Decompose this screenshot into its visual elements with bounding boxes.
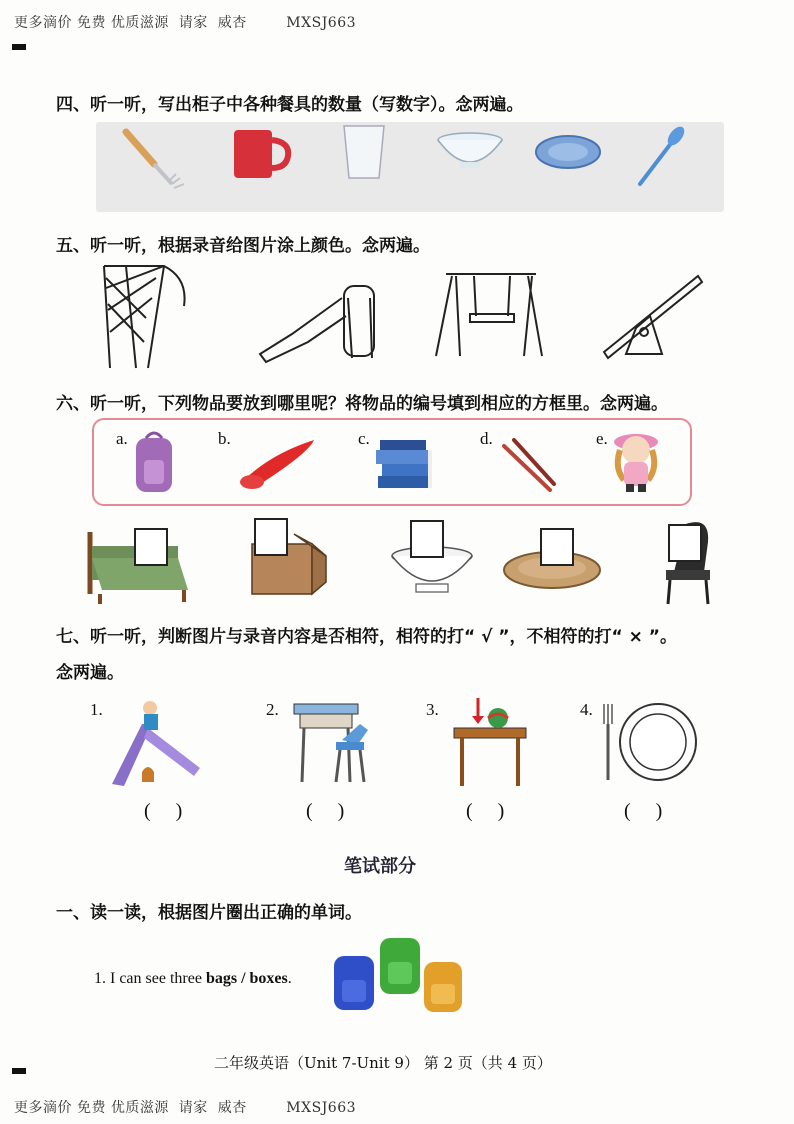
plate-icon [536, 136, 600, 168]
spoon-icon [640, 124, 688, 184]
slide-boy-cat-icon [112, 701, 200, 786]
option-e-label: e. [596, 429, 608, 448]
sentence-suffix: . [287, 970, 292, 987]
answer-box-plate[interactable] [540, 528, 574, 566]
answer-paren-2[interactable]: ( ) [306, 800, 345, 822]
option-a-label: a. [116, 429, 128, 448]
bowl-icon [438, 133, 502, 168]
page-footer: 二年级英语（Unit 7-Unit 9） 第 2 页（共 4 页） [214, 1054, 552, 1072]
section6-options-frame [92, 418, 692, 506]
seesaw-icon [604, 276, 702, 358]
backpack-icon [136, 433, 172, 492]
section7-subtitle: 念两遍。 [56, 663, 124, 683]
watermark-header: 更多滴价 免费 优质滋源 请家 威杏 MXSJ663 [14, 15, 357, 31]
corner-mark-bottom [12, 1068, 26, 1074]
option-b-label: b. [218, 429, 231, 448]
item2-number: 2. [266, 700, 279, 719]
three-bags-icon [330, 930, 470, 1020]
swing-icon [436, 274, 542, 356]
chopsticks-icon [504, 440, 554, 490]
item1-number: 1. [90, 700, 103, 719]
sentence-prefix: 1. I can see three [94, 970, 206, 987]
doll-icon [614, 434, 658, 492]
climbing-frame-icon [104, 266, 185, 368]
item3-number: 3. [426, 700, 439, 719]
answer-paren-3[interactable]: ( ) [466, 800, 505, 822]
answer-box-bed[interactable] [134, 528, 168, 566]
answer-paren-4[interactable]: ( ) [624, 800, 663, 822]
section6-targets-row [80, 512, 740, 612]
slide-icon [260, 286, 374, 362]
corner-mark [12, 44, 26, 50]
answer-paren-1[interactable]: ( ) [144, 800, 183, 822]
section5-title: 五、听一听，根据录音给图片涂上颜色。念两遍。 [56, 236, 430, 256]
written-q1-sentence [94, 970, 292, 988]
answer-box-box[interactable] [254, 518, 288, 556]
section7-image-row [90, 694, 710, 794]
fork-icon [126, 132, 184, 188]
watermark-footer: 更多滴价 免费 优质滋源 请家 威杏 MXSJ663 [14, 1100, 357, 1116]
section4-title: 四、听一听，写出柜子中各种餐具的数量（写数字）。念两遍。 [56, 95, 524, 115]
word-choice[interactable]: bags / boxes [205, 970, 288, 987]
section4-image-strip [96, 122, 724, 212]
section5-image-row [96, 258, 736, 378]
answer-box-bowl[interactable] [410, 520, 444, 558]
answer-box-chair[interactable] [668, 524, 702, 562]
option-d-label: d. [480, 429, 493, 448]
section7-title: 七、听一听，判断图片与录音内容是否相符，相符的打“ √ ”，不相符的打“ × ”。 [56, 627, 677, 647]
glass-icon [344, 126, 384, 178]
section6-title: 六、听一听，下列物品要放到哪里呢？将物品的编号填到相应的方框里。念两遍。 [56, 394, 668, 414]
red-mug-icon [234, 130, 288, 178]
desk-chair-icon [294, 704, 368, 782]
fork-plate-icon [604, 704, 696, 780]
item4-number: 4. [580, 700, 593, 719]
table-ball-icon [454, 698, 526, 786]
option-c-label: c. [358, 429, 370, 448]
spoon-icon [240, 440, 314, 489]
written-section-heading: 笔试部分 [344, 856, 416, 877]
written-q1-title: 一、读一读，根据图片圈出正确的单词。 [56, 903, 362, 923]
books-icon [376, 440, 432, 488]
